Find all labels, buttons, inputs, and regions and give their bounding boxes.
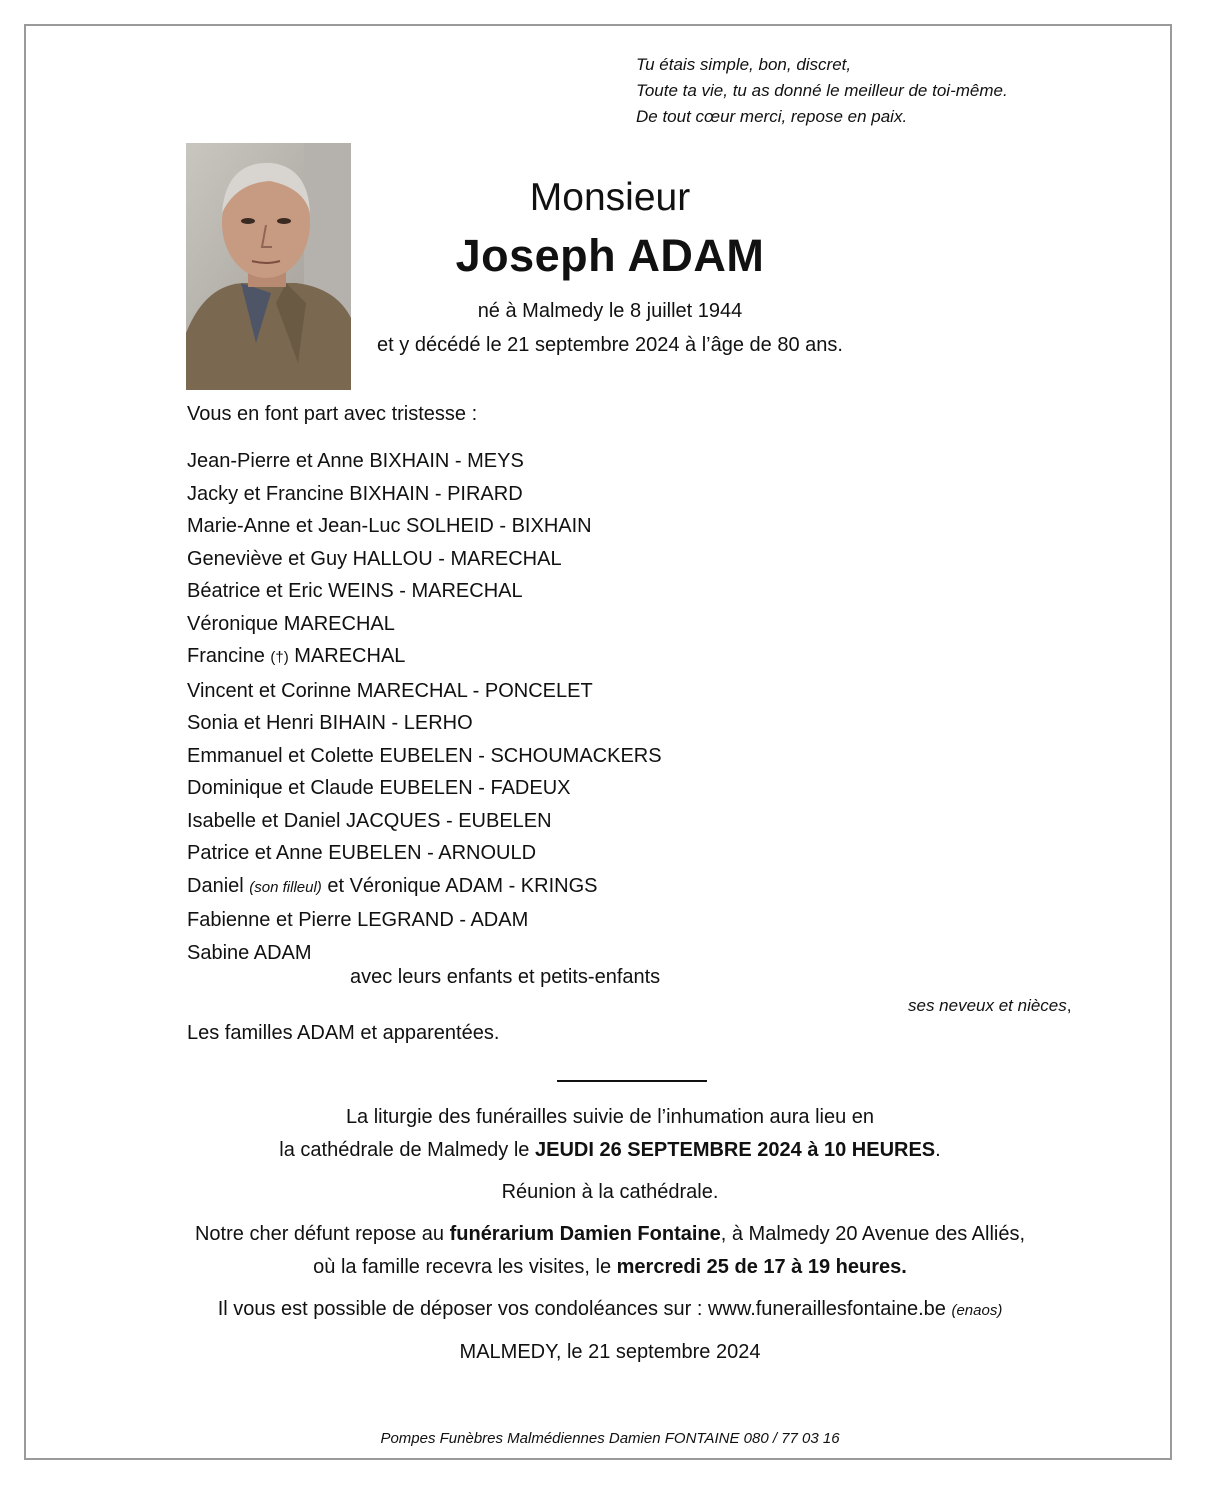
- godson-note: (son filleul): [249, 878, 322, 896]
- ceremony-pre: la cathédrale de Malmedy le: [279, 1139, 535, 1161]
- rest-pre: Notre cher défunt repose au: [194, 1223, 450, 1245]
- family-member: Jacky et Francine BIXHAIN - PIRARD: [187, 482, 523, 505]
- ceremony-date: JEUDI 26 SEPTEMBRE 2024 à 10 HEURES: [534, 1139, 936, 1161]
- member-last: MARECHAL: [288, 645, 406, 667]
- footer-funeral-director: Pompes Funèbres Malmédiennes Damien FONTAINE 080 / 77 03 16: [380, 1430, 840, 1447]
- family-member: Vincent et Corinne MARECHAL - PONCELET: [187, 679, 593, 702]
- member-first: Daniel: [187, 874, 250, 897]
- visit-time: mercredi 25 de 17 à 19 heures.: [616, 1256, 907, 1278]
- deceased-title: Monsieur: [529, 176, 691, 219]
- rest-line: [0, 1223, 1220, 1246]
- family-member: Dominique et Claude EUBELEN - FADEUX: [187, 777, 571, 799]
- condolence-line: [0, 1298, 1220, 1321]
- ceremony-line1: La liturgie des funérailles suivie de l’inhumation aura lieu en: [345, 1106, 875, 1128]
- nephews-nieces: [908, 996, 1072, 1016]
- nephews-text: ses neveux et nièces: [908, 996, 1067, 1015]
- rest-post: , à Malmedy 20 Avenue des Alliés,: [720, 1223, 1026, 1245]
- death-info: et y décédé le 21 septembre 2024 à l’âge de 80 ans.: [377, 334, 843, 356]
- family-member: Geneviève et Guy HALLOU - MARECHAL: [187, 547, 562, 570]
- family-member: Fabienne et Pierre LEGRAND - ADAM: [187, 909, 529, 931]
- family-member: Véronique MARECHAL: [187, 612, 395, 635]
- announcement-intro: Vous en font part avec tristesse :: [187, 403, 478, 425]
- member-first: Francine: [187, 645, 271, 667]
- family-member: Sonia et Henri BIHAIN - LERHO: [187, 712, 473, 734]
- family-member: Jean-Pierre et Anne BIXHAIN - MEYS: [187, 450, 524, 472]
- place-date: MALMEDY, le 21 septembre 2024: [459, 1341, 761, 1363]
- family-member: Patrice et Anne EUBELEN - ARNOULD: [187, 842, 537, 864]
- poem-line: Tu étais simple, bon, discret,: [636, 55, 852, 74]
- family-member: Béatrice et Eric WEINS - MARECHAL: [187, 580, 523, 602]
- with-children: avec leurs enfants et petits-enfants: [350, 966, 661, 988]
- member-rest: et Véronique ADAM - KRINGS: [321, 874, 598, 897]
- family-member: Marie-Anne et Jean-Luc SOLHEID - BIXHAIN: [187, 515, 592, 537]
- family-list: [187, 445, 662, 969]
- ceremony-post: .: [935, 1139, 941, 1161]
- separator-line: [557, 1080, 707, 1082]
- condolence-note: (enaos): [951, 1302, 1003, 1319]
- family-member: [187, 640, 662, 675]
- condolence-text: Il vous est possible de déposer vos condoléances sur : www.funeraillesfontaine.be: [217, 1298, 952, 1320]
- deceased-name: Joseph ADAM: [455, 230, 765, 281]
- poem: [636, 52, 1008, 130]
- family-member: Isabelle et Daniel JACQUES - EUBELEN: [187, 809, 552, 832]
- funeral-home: funérarium Damien Fontaine: [449, 1223, 721, 1245]
- poem-line: De tout cœur merci, repose en paix.: [636, 107, 908, 126]
- visit-line: [0, 1256, 1220, 1279]
- visit-pre: où la famille recevra les visites, le: [313, 1256, 617, 1278]
- meeting-line: Réunion à la cathédrale.: [501, 1181, 719, 1203]
- family-member: Emmanuel et Colette EUBELEN - SCHOUMACKERS: [187, 744, 662, 767]
- deceased-mark: (†): [270, 649, 289, 666]
- family-member: [187, 870, 662, 905]
- poem-line: Toute ta vie, tu as donné le meilleur de toi-même.: [636, 81, 1008, 100]
- birth-info: né à Malmedy le 8 juillet 1944: [477, 300, 743, 322]
- nephews-comma: ,: [1066, 996, 1072, 1015]
- families-line: Les familles ADAM et apparentées.: [187, 1022, 500, 1044]
- ceremony-line2: [0, 1139, 1220, 1162]
- family-member: Sabine ADAM: [187, 941, 312, 964]
